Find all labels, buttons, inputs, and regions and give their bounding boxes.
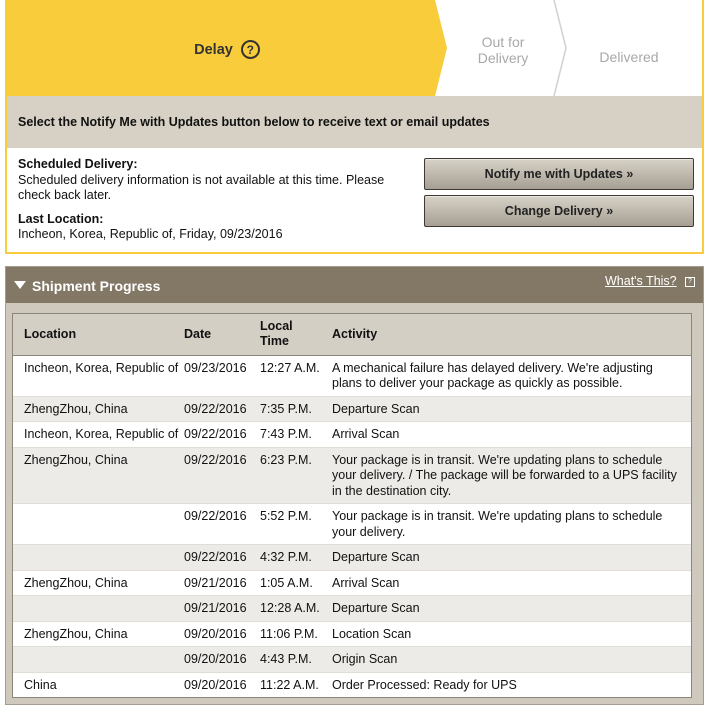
popup-icon[interactable]: ? xyxy=(685,277,695,287)
shipment-progress-panel xyxy=(5,266,704,705)
cell-location xyxy=(13,647,184,673)
last-location-text: Incheon, Korea, Republic of, Friday, 09/23/2016 xyxy=(18,227,283,241)
help-icon[interactable]: ? xyxy=(241,40,260,59)
cell-time: 7:35 P.M. xyxy=(260,396,332,422)
table-row xyxy=(13,596,691,622)
header-activity: Activity xyxy=(332,314,691,355)
table-row xyxy=(13,396,691,422)
cell-activity: Departure Scan xyxy=(332,545,691,571)
collapse-triangle-icon[interactable] xyxy=(14,281,26,289)
cell-date: 09/21/2016 xyxy=(184,596,260,622)
notify-banner: Select the Notify Me with Updates button below to receive text or email updates xyxy=(7,96,702,148)
cell-location xyxy=(13,504,184,545)
table-row xyxy=(13,504,691,545)
step-out-label-line2: Delivery xyxy=(477,50,529,66)
delivery-info xyxy=(18,157,408,243)
cell-time: 4:32 P.M. xyxy=(260,545,332,571)
step-delay xyxy=(7,40,447,59)
cell-activity: Departure Scan xyxy=(332,596,691,622)
table-row xyxy=(13,672,691,697)
cell-location: ZhengZhou, China xyxy=(13,396,184,422)
whats-this-link[interactable]: What's This? xyxy=(605,274,677,288)
cell-date: 09/22/2016 xyxy=(184,422,260,448)
cell-activity: Location Scan xyxy=(332,621,691,647)
table-row xyxy=(13,621,691,647)
cell-time: 4:43 P.M. xyxy=(260,647,332,673)
cell-date: 09/23/2016 xyxy=(184,355,260,396)
change-delivery-button[interactable]: Change Delivery » xyxy=(424,195,694,227)
step-out-for-delivery xyxy=(447,34,559,66)
header-local-time: Local Time xyxy=(260,314,332,355)
cell-time: 1:05 A.M. xyxy=(260,570,332,596)
table-row xyxy=(13,545,691,571)
table-row xyxy=(13,570,691,596)
shipment-table-container xyxy=(12,313,692,698)
notify-me-button[interactable]: Notify me with Updates » xyxy=(424,158,694,190)
cell-activity: Arrival Scan xyxy=(332,422,691,448)
step-delivered: Delivered xyxy=(599,49,659,65)
cell-date: 09/20/2016 xyxy=(184,621,260,647)
cell-location xyxy=(13,545,184,571)
cell-date: 09/22/2016 xyxy=(184,504,260,545)
cell-date: 09/20/2016 xyxy=(184,672,260,697)
cell-time: 12:27 A.M. xyxy=(260,355,332,396)
cell-date: 09/20/2016 xyxy=(184,647,260,673)
cell-date: 09/22/2016 xyxy=(184,396,260,422)
delivery-status-panel xyxy=(5,0,704,254)
cell-activity: Your package is in transit. We're updating plans to schedule your delivery. xyxy=(332,504,691,545)
step-delay-label: Delay xyxy=(194,41,233,58)
header-date: Date xyxy=(184,314,260,355)
cell-location: Incheon, Korea, Republic of xyxy=(13,355,184,396)
progress-tracker xyxy=(7,0,702,96)
cell-time: 12:28 A.M. xyxy=(260,596,332,622)
cell-activity: Order Processed: Ready for UPS xyxy=(332,672,691,697)
table-row xyxy=(13,355,691,396)
shipment-table xyxy=(13,314,691,697)
last-location-heading: Last Location: xyxy=(18,211,104,226)
cell-activity: Arrival Scan xyxy=(332,570,691,596)
cell-location xyxy=(13,596,184,622)
scheduled-delivery-heading: Scheduled Delivery: xyxy=(18,157,138,171)
cell-activity: Your package is in transit. We're updating plans to schedule your delivery. / The package will be forwarded to a UPS facility in the destination city. xyxy=(332,447,691,504)
cell-time: 7:43 P.M. xyxy=(260,422,332,448)
cell-time: 11:06 P.M. xyxy=(260,621,332,647)
scheduled-delivery-text: Scheduled delivery information is not available at this time. Please check back later. xyxy=(18,172,385,202)
cell-time: 5:52 P.M. xyxy=(260,504,332,545)
cell-time: 11:22 A.M. xyxy=(260,672,332,697)
cell-location: Incheon, Korea, Republic of xyxy=(13,422,184,448)
table-row xyxy=(13,422,691,448)
step-out-label-line1: Out for xyxy=(481,34,525,50)
table-row xyxy=(13,647,691,673)
table-header-row xyxy=(13,314,691,355)
table-row xyxy=(13,447,691,504)
cell-time: 6:23 P.M. xyxy=(260,447,332,504)
cell-activity: Origin Scan xyxy=(332,647,691,673)
cell-location: ZhengZhou, China xyxy=(13,570,184,596)
cell-location: China xyxy=(13,672,184,697)
header-location: Location xyxy=(13,314,184,355)
cell-activity: Departure Scan xyxy=(332,396,691,422)
shipment-progress-header[interactable] xyxy=(6,267,703,303)
cell-date: 09/22/2016 xyxy=(184,447,260,504)
shipment-progress-title[interactable]: Shipment Progress xyxy=(32,278,161,294)
cell-activity: A mechanical failure has delayed delivery. We're adjusting plans to deliver your package as quickly as possible. xyxy=(332,355,691,396)
cell-date: 09/22/2016 xyxy=(184,545,260,571)
cell-date: 09/21/2016 xyxy=(184,570,260,596)
shipment-table-body xyxy=(13,355,691,697)
cell-location: ZhengZhou, China xyxy=(13,447,184,504)
cell-location: ZhengZhou, China xyxy=(13,621,184,647)
